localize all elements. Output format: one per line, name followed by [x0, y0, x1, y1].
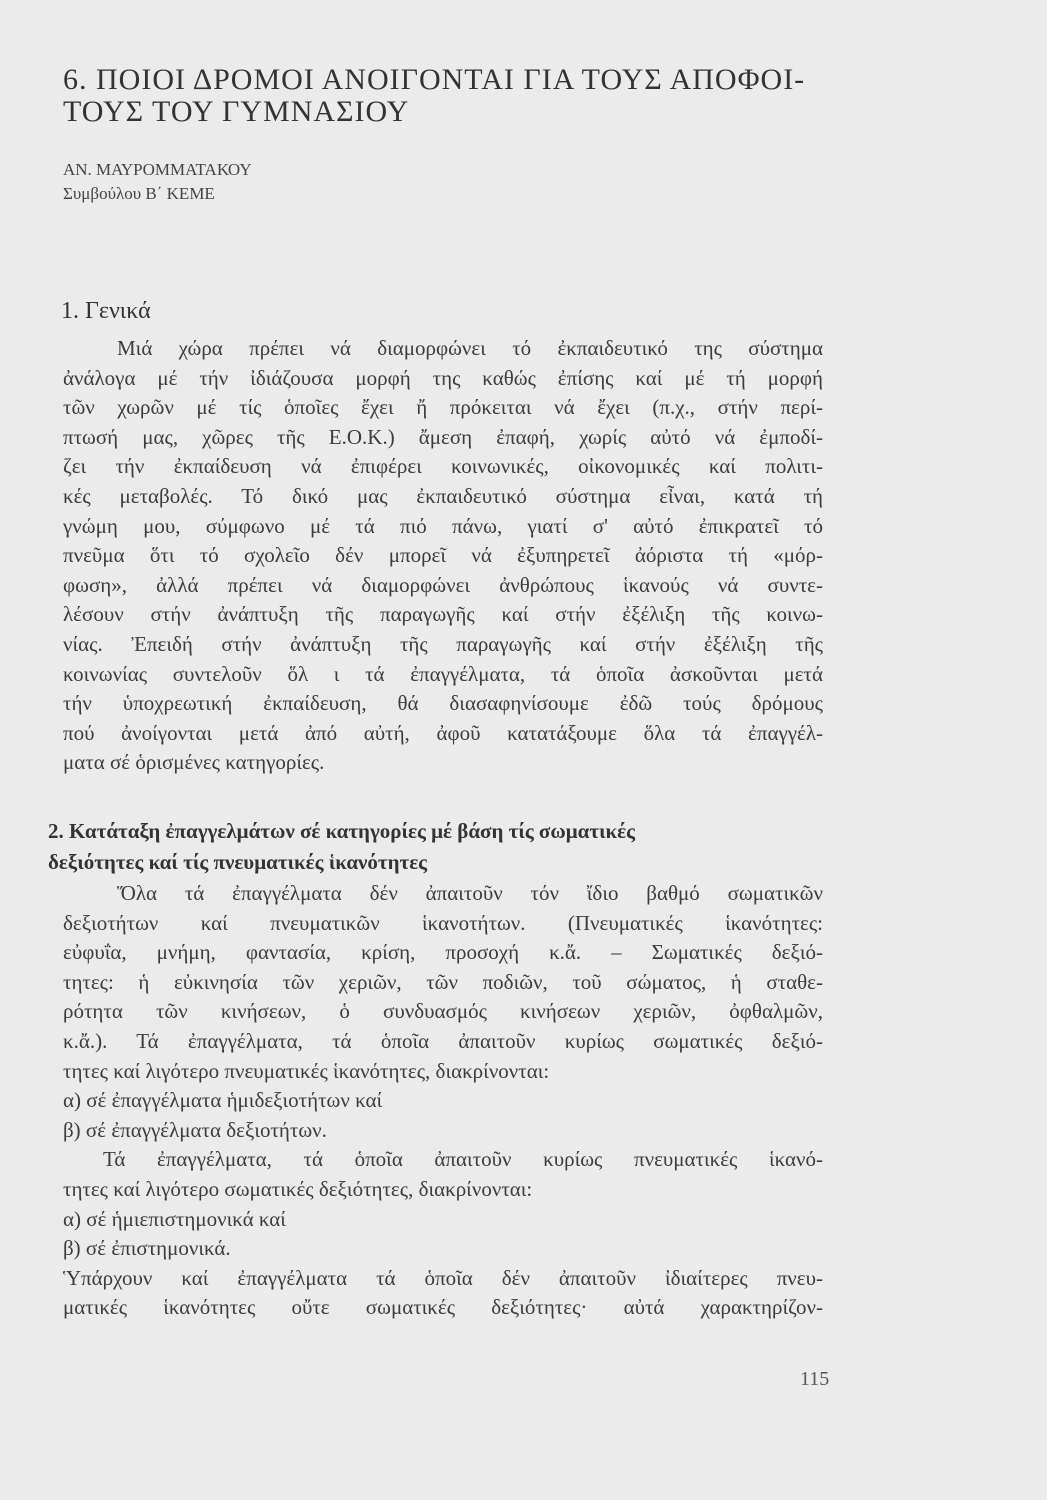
text-line: Μιά χώρα πρέπει νά διαμορφώνει τό ἐκπαιδευτικό της σύστημα — [117, 336, 823, 360]
text-line: β) σέ ἐπιστημονικά. — [63, 1236, 231, 1261]
text-line: πτωσή μας, χῶρες τῆς Ε.Ο.Κ.) ἄμεση ἐπαφή, χωρίς αὐτό νά ἐμποδί- — [63, 424, 823, 449]
text-line: φωση», ἀλλά πρέπει νά διαμορφώνει ἀνθρώπους ἱκανούς νά συντε- — [63, 572, 823, 597]
text-line: ρότητα τῶν κινήσεων, ὁ συνδυασμός κινήσεων χεριῶν, ὀφθαλμῶν, — [63, 999, 823, 1024]
text-line: τητες καί λιγότερο σωματικές δεξιότητες, διακρίνονται: — [63, 1177, 533, 1201]
section-2-heading-line-1: 2. Κατάταξη ἐπαγγελμάτων σέ κατηγορίες μέ βάση τίς σωματικές — [48, 819, 636, 843]
text-line: πού ἀνοίγονται μετά ἀπό αὐτή, ἀφοῦ κατατάξουμε ὅλα τά ἐπαγγέλ- — [63, 720, 823, 745]
text-line: τητες: ἡ εὐκινησία τῶν χεριῶν, τῶν ποδιῶν, τοῦ σώματος, ἡ σταθε- — [63, 969, 823, 994]
text-line: κοινωνίας συντελοῦν ὅλ ι τά ἐπαγγέλματα, τά ὁποῖα ἀσκοῦνται μετά — [63, 661, 823, 686]
text-line: τῶν χωρῶν μέ τίς ὁποῖες ἔχει ἤ πρόκειται νά ἔχει (π.χ., στήν περί- — [63, 395, 823, 420]
text-line: κές μεταβολές. Τό δικό μας ἐκπαιδευτικό σύστημα εἶναι, κατά τή — [63, 484, 823, 508]
text-line: ματα σέ ὁρισμένες κατηγορίες. — [63, 750, 325, 775]
text-line: τητες καί λιγότερο πνευματικές ἱκανότητες, διακρίνονται: — [63, 1058, 550, 1083]
text-line: ἀνάλογα μέ τήν ἰδιάζουσα μορφή της καθώς ἐπίσης καί μέ τή μορφή — [63, 365, 823, 390]
text-line: α) σέ ἐπαγγέλματα ἡμιδεξιοτήτων καί — [63, 1088, 383, 1113]
text-line: γνώμη μου, σύμφωνο μέ τά πιό πάνω, γιατί σ' αὐτό ἐπικρατεῖ τό — [63, 513, 823, 538]
text-line: ζει τήν ἐκπαίδευση νά ἐπιφέρει κοινωνικές, οἰκονομικές καί πολιτι- — [63, 454, 823, 479]
author-name: ΑΝ. ΜΑΥΡΟΜΜΑΤΑΚΟΥ — [63, 160, 252, 179]
text-line: νίας. Ἐπειδή στήν ἀνάπτυξη τῆς παραγωγῆς καί στήν ἐξέλιξη τῆς — [63, 632, 823, 656]
text-line: τήν ὑποχρεωτική ἐκπαίδευση, θά διασαφηνίσουμε ἐδῶ τούς δρόμους — [63, 691, 823, 716]
text-line: Ὅλα τά ἐπαγγέλματα δέν ἀπαιτοῦν τόν ἴδιο βαθμό σωματικῶν — [117, 881, 823, 905]
text-line: Ὑπάρχουν καί ἐπαγγέλματα τά ὁποῖα δέν ἀπαιτοῦν ἰδιαίτερες πνευ- — [63, 1265, 823, 1290]
page-number: 115 — [800, 1368, 830, 1390]
text-line: εὐφυΐα, μνήμη, φαντασία, κρίση, προσοχή κ.ἄ. – Σωματικές δεξιό- — [63, 940, 823, 965]
text-line: ματικές ἱκανότητες οὔτε σωματικές δεξιότητες· αὐτά χαρακτηρίζον- — [63, 1295, 823, 1320]
text-line: πνεῦμα ὅτι τό σχολεῖο δέν μπορεῖ νά ἐξυπηρετεῖ ἀόριστα τή «μόρ- — [63, 543, 823, 568]
article-title: 6. ΠΟΙΟΙ ΔΡΟΜΟΙ ΑΝΟΙΓΟΝΤΑΙ ΓΙΑ ΤΟΥΣ ΑΠΟΦΟΙ-ΤΟΥΣ ΤΟΥ ΓΥΜΝΑΣΙΟΥ — [63, 63, 806, 128]
author-role: Συμβούλου Β΄ ΚΕΜΕ — [63, 184, 215, 203]
text-line: Τά ἐπαγγέλματα, τά ὁποῖα ἀπαιτοῦν κυρίως πνευματικές ἱκανό- — [103, 1147, 823, 1172]
text-line: κ.ἄ.). Τά ἐπαγγέλματα, τά ὁποῖα ἀπαιτοῦν κυρίως σωματικές δεξιό- — [63, 1029, 823, 1053]
text-line: λέσουν στήν ἀνάπτυξη τῆς παραγωγῆς καί στήν ἐξέλιξη τῆς κοινω- — [63, 602, 823, 627]
section-2-heading-line-2: δεξιότητες καί τίς πνευματικές ἱκανότητες — [48, 850, 428, 874]
text-line: α) σέ ἡμιεπιστημονικά καί — [63, 1206, 286, 1231]
section-2-heading — [48, 816, 828, 878]
text-line: β) σέ ἐπαγγέλματα δεξιοτήτων. — [63, 1117, 327, 1142]
text-line: δεξιοτήτων καί πνευματικῶν ἱκανοτήτων. (Πνευματικές ἱκανότητες: — [63, 910, 823, 935]
section-1-heading: 1. Γενικά — [61, 298, 151, 324]
